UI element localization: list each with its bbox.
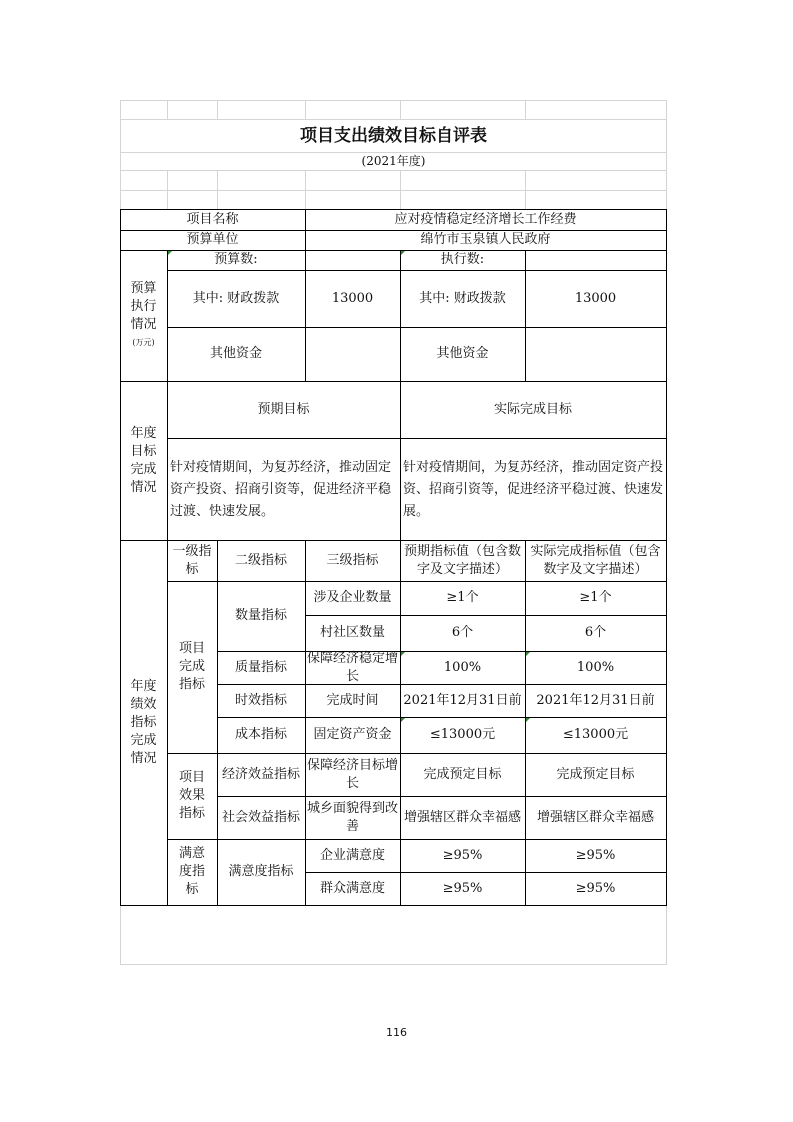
indicator-name: 保障经济稳定增长 xyxy=(306,650,398,684)
indicator-actual: ≥95% xyxy=(575,880,616,896)
sub-quality: 质量指标 xyxy=(234,659,287,675)
sub-time: 时效指标 xyxy=(234,692,287,708)
budget-label-line: 执行 xyxy=(130,298,157,314)
perf-section-label xyxy=(120,540,167,905)
indicator-name: 固定资产资金 xyxy=(313,727,392,742)
indicator-actual: 6个 xyxy=(584,625,607,640)
table-border xyxy=(666,209,667,906)
other-funds-exec-label: 其他资金 xyxy=(436,346,489,361)
grid-line xyxy=(525,100,526,119)
project-name-value: 应对疫情稳定经济增长工作经费 xyxy=(394,212,577,227)
grid-line xyxy=(217,170,218,210)
indicator-expected: 增强辖区群众幸福感 xyxy=(403,809,521,825)
budget-label-line: 预算 xyxy=(130,280,157,296)
perf-label-line: 年度 xyxy=(130,678,157,694)
grid-line xyxy=(120,964,667,965)
indicator-expected: ≥95% xyxy=(442,847,483,863)
page-title: 项目支出绩效目标自评表 xyxy=(300,125,487,146)
sub-economic: 经济效益指标 xyxy=(221,766,300,782)
goal-label-line: 情况 xyxy=(130,479,157,495)
grid-line xyxy=(120,100,667,101)
sub-cost: 成本指标 xyxy=(234,727,287,742)
finance-exec-value: 13000 xyxy=(574,290,617,306)
exec-amount-label: 执行数: xyxy=(440,252,485,267)
perf-label-line: 绩效 xyxy=(130,696,157,712)
finance-budget-label: 其中: 财政拨款 xyxy=(192,290,280,306)
indicator-expected: ≥95% xyxy=(442,880,483,896)
group-satisfaction: 满意度指标 xyxy=(178,846,205,897)
indicator-name: 涉及企业数量 xyxy=(313,590,392,605)
goal-section-label xyxy=(120,381,167,540)
indicator-expected: 2021年12月31日前 xyxy=(403,692,522,708)
finance-exec-label: 其中: 财政拨款 xyxy=(419,290,506,306)
grid-line xyxy=(305,100,306,119)
year-label: (2021年度) xyxy=(361,154,426,168)
indicator-expected: 完成预定目标 xyxy=(423,766,502,782)
group-effect: 项目效果指标 xyxy=(178,770,205,821)
budget-unit-label: 预算单位 xyxy=(186,232,239,247)
perf-label-line: 指标 xyxy=(130,714,157,730)
other-funds-label: 其他资金 xyxy=(209,346,262,361)
indicator-expected: ≤13000元 xyxy=(429,727,496,742)
goal-label-line: 完成 xyxy=(130,461,157,477)
grid-line xyxy=(400,170,401,210)
indicator-name: 城乡面貌得到改善 xyxy=(306,800,398,834)
budget-unit-value: 绵竹市玉泉镇人民政府 xyxy=(420,232,551,247)
budget-section-label xyxy=(120,250,167,381)
indicator-expected: 6个 xyxy=(451,625,474,640)
indicator-actual: ≤13000元 xyxy=(562,727,629,742)
grid-line xyxy=(120,190,667,191)
col-header-actual: 实际完成指标值（包含数字及文字描述） xyxy=(530,543,661,577)
actual-goal-text: 针对疫情期间，为复苏经济，推动固定资产投资、招商引资等，促进经济平稳过渡、快速发展。 xyxy=(403,459,664,519)
indicator-name: 企业满意度 xyxy=(319,847,385,863)
expected-goal-header: 预期目标 xyxy=(257,401,310,417)
finance-budget-value: 13000 xyxy=(331,290,374,306)
indicator-actual: ≥95% xyxy=(575,847,616,863)
perf-label-line: 完成 xyxy=(130,732,157,748)
indicator-actual: 增强辖区群众幸福感 xyxy=(536,809,654,825)
col-header-level2: 二级指标 xyxy=(234,552,287,568)
indicator-name: 保障经济目标增长 xyxy=(306,757,398,791)
col-header-expected: 预期指标值（包含数字及文字描述） xyxy=(404,543,522,577)
grid-line xyxy=(400,100,401,119)
goal-label-line: 年度 xyxy=(130,425,157,441)
grid-line xyxy=(120,170,667,171)
budget-label-line: 情况 xyxy=(130,316,157,332)
grid-line xyxy=(217,100,218,119)
perf-label-line: 情况 xyxy=(130,750,157,766)
indicator-name: 村社区数量 xyxy=(319,625,385,640)
budget-amount-label: 预算数: xyxy=(214,252,258,267)
col-header-level1: 一级指标 xyxy=(172,543,212,577)
sub-satisfaction: 满意度指标 xyxy=(228,864,294,879)
table-border xyxy=(120,905,667,906)
sub-social: 社会效益指标 xyxy=(221,809,300,825)
grid-line xyxy=(305,170,306,210)
indicator-name: 群众满意度 xyxy=(319,880,385,896)
group-completion: 项目完成指标 xyxy=(178,641,205,692)
sub-quantity: 数量指标 xyxy=(234,608,287,623)
expected-goal-text: 针对疫情期间，为复苏经济，推动固定资产投资、招商引资等，促进经济平稳过渡、快速发展。 xyxy=(170,459,392,519)
indicator-expected: ≥1个 xyxy=(446,590,479,605)
actual-goal-header: 实际完成目标 xyxy=(493,401,572,417)
grid-line xyxy=(167,100,168,119)
budget-unit-note: (万元) xyxy=(132,337,155,347)
project-name-label: 项目名称 xyxy=(186,212,239,227)
page-number: 116 xyxy=(386,1026,407,1039)
grid-line xyxy=(167,170,168,210)
indicator-actual: 100% xyxy=(576,659,615,675)
indicator-name: 完成时间 xyxy=(326,692,379,708)
indicator-actual: ≥1个 xyxy=(579,590,612,605)
indicator-expected: 100% xyxy=(443,659,482,675)
col-header-level3: 三级指标 xyxy=(326,552,379,568)
grid-line xyxy=(525,170,526,210)
indicator-actual: 2021年12月31日前 xyxy=(536,692,655,708)
indicator-actual: 完成预定目标 xyxy=(556,766,635,782)
goal-label-line: 目标 xyxy=(130,443,157,459)
